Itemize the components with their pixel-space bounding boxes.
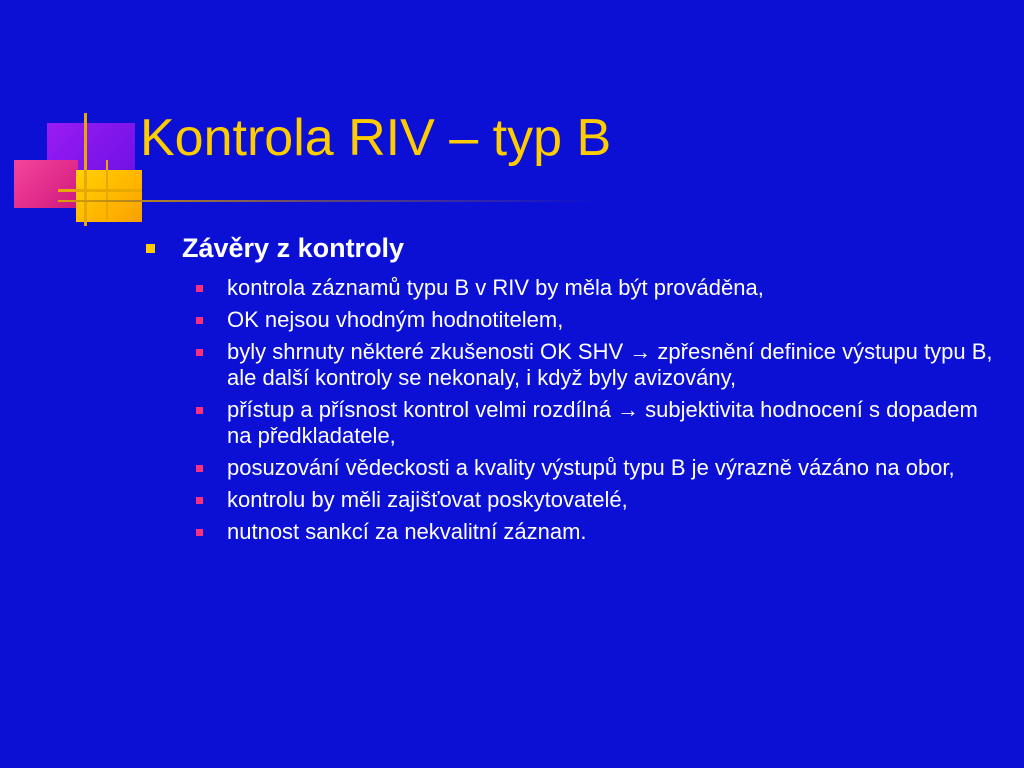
slide-title: Kontrola RIV – typ B	[140, 109, 612, 167]
title-underline	[58, 200, 598, 202]
conclusions-list	[196, 275, 1006, 551]
square-bullet-icon	[196, 497, 203, 504]
list-item	[196, 455, 1006, 481]
list-item-text: nutnost sankcí za nekvalitní záznam.	[227, 519, 587, 544]
square-bullet-icon	[196, 529, 203, 536]
list-item-text: byly shrnuty některé zkušenosti OK SHV → zpřesnění definice výstupu typu B, ale další kontroly se nekonaly, i když byly avizovány,	[227, 339, 993, 390]
decorative-vertical-line	[84, 113, 87, 226]
list-item-text: OK nejsou vhodným hodnotitelem,	[227, 307, 564, 332]
list-item	[196, 487, 1006, 513]
square-bullet-icon	[196, 317, 203, 324]
square-bullet-icon	[196, 465, 203, 472]
list-item	[196, 397, 1006, 449]
list-item	[196, 339, 1006, 391]
list-item	[196, 307, 1006, 333]
list-item-text: přístup a přísnost kontrol velmi rozdílná → subjektivita hodnocení s dopadem na předkladatele,	[227, 397, 978, 448]
section-heading: Závěry z kontroly	[182, 233, 405, 263]
list-item-text: kontrola záznamů typu B v RIV by měla být prováděna,	[227, 275, 764, 300]
square-bullet-icon	[196, 407, 203, 414]
main-bullet	[146, 233, 404, 264]
list-item-text: kontrolu by měli zajišťovat poskytovatelé,	[227, 487, 628, 512]
square-bullet-icon	[146, 244, 155, 253]
list-item	[196, 519, 1006, 545]
square-bullet-icon	[196, 349, 203, 356]
decorative-horizontal-line	[58, 189, 142, 192]
list-item-text: posuzování vědeckosti a kvality výstupů typu B je výrazně vázáno na obor,	[227, 455, 955, 480]
square-bullet-icon	[196, 285, 203, 292]
list-item	[196, 275, 1006, 301]
